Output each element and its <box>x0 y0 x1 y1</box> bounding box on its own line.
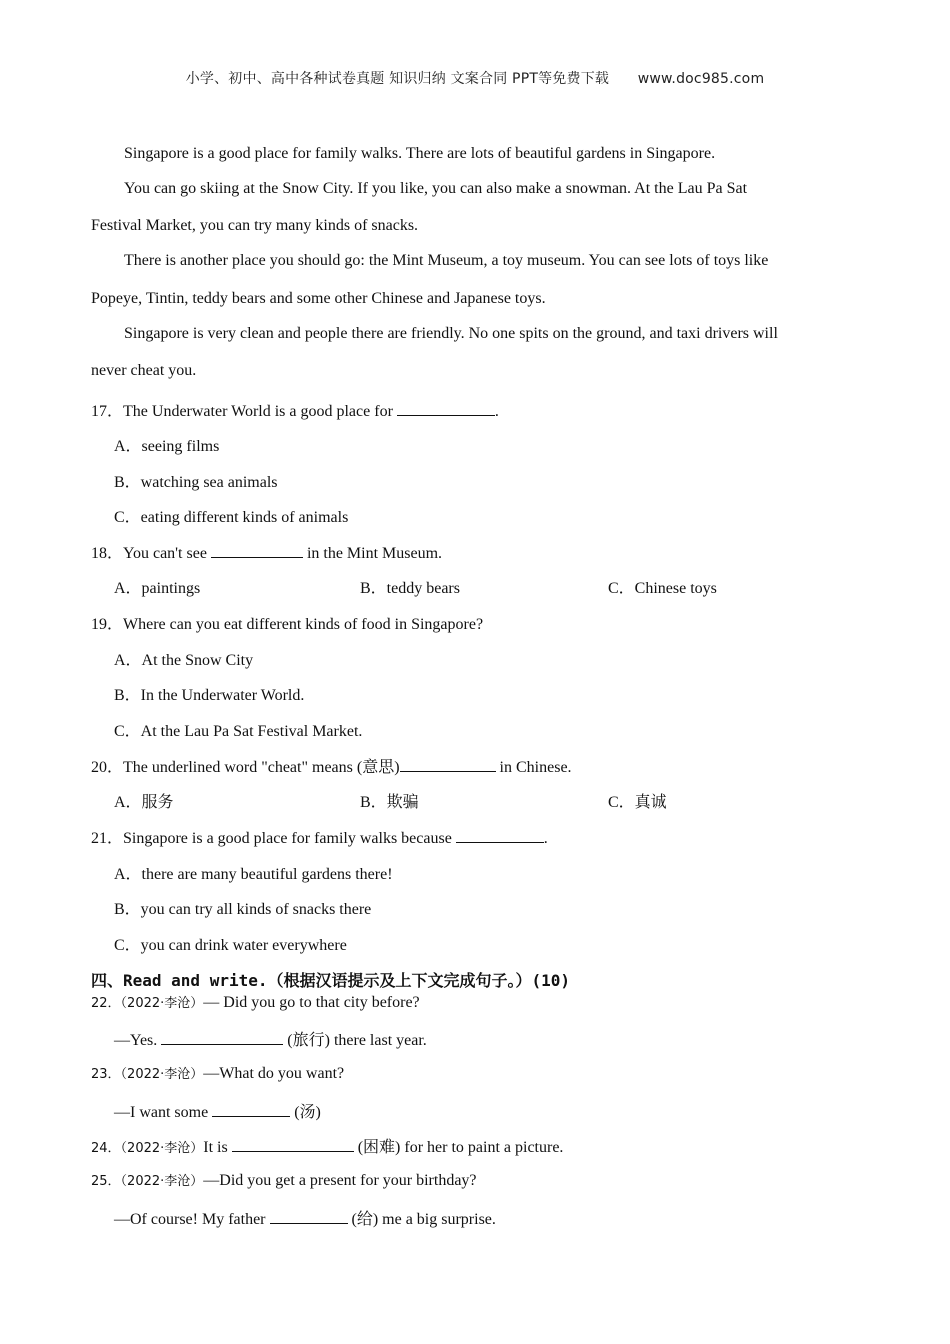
question-text: —Did you get a present for your birthday? <box>203 1172 477 1189</box>
passage-paragraph-1: Singapore is a good place for family walks. There are lots of beautiful gardens in Singapore. <box>124 145 716 162</box>
passage-paragraph-2-line-1: You can go skiing at the Snow City. If you like, you can also make a snowman. At the Lau Pa Sat <box>124 180 748 197</box>
question-text: —What do you want? <box>203 1065 345 1082</box>
passage-paragraph-2-line-2: Festival Market, you can try many kinds of snacks. <box>91 217 419 234</box>
question-text: The Underwater World is a good place for <box>123 403 397 420</box>
question-21 <box>91 825 548 848</box>
question-number: 24． <box>91 1141 121 1156</box>
question-text: Singapore is a good place for family walks because <box>123 830 456 847</box>
question-25-answer-line <box>114 1206 496 1229</box>
answer-prefix: —I want some <box>114 1104 213 1121</box>
answer-blank[interactable] <box>397 401 495 416</box>
question-text: It is <box>203 1139 232 1156</box>
question-number: 18． <box>91 545 124 562</box>
answer-blank[interactable] <box>211 543 303 558</box>
header-text: 小学、初中、高中各种试卷真题 知识归纳 文案合同 PPT等免费下载 <box>185 71 610 87</box>
answer-blank[interactable] <box>270 1209 348 1224</box>
question-text-end: in Chinese. <box>495 759 572 776</box>
question-17 <box>91 398 499 421</box>
question-text: — Did you go to that city before? <box>203 994 420 1011</box>
question-source: （2022·李沧） <box>120 996 204 1011</box>
question-24 <box>91 1134 563 1157</box>
question-18-option-c[interactable]: C．Chinese toys <box>608 580 717 597</box>
answer-blank[interactable] <box>456 828 544 843</box>
question-number: 20． <box>91 759 124 776</box>
answer-blank[interactable] <box>161 1030 283 1045</box>
question-18-option-b[interactable]: B．teddy bears <box>360 580 460 597</box>
question-17-option-c[interactable]: C．eating different kinds of animals <box>114 509 349 526</box>
answer-suffix: (旅行) there last year. <box>283 1032 427 1049</box>
question-20-option-b[interactable]: B．欺骗 <box>360 794 419 811</box>
question-21-option-b[interactable]: B．you can try all kinds of snacks there <box>114 901 372 918</box>
question-18 <box>91 540 442 563</box>
answer-blank[interactable] <box>232 1137 354 1152</box>
question-19-option-a[interactable]: A．At the Snow City <box>114 652 254 669</box>
header-site: www.doc985.com <box>637 71 765 87</box>
question-source: （2022·李沧） <box>120 1141 204 1156</box>
question-number: 19． <box>91 616 124 633</box>
question-source: （2022·李沧） <box>120 1067 204 1082</box>
question-number: 21． <box>91 830 124 847</box>
answer-suffix: (给) me a big surprise. <box>347 1211 496 1228</box>
question-text: You can't see <box>123 545 211 562</box>
passage-paragraph-4-line-1: Singapore is very clean and people there are friendly. No one spits on the ground, and taxi drivers will <box>124 325 778 342</box>
question-number: 23． <box>91 1067 121 1082</box>
question-20-option-a[interactable]: A．服务 <box>114 794 174 811</box>
question-21-option-a[interactable]: A．there are many beautiful gardens there! <box>114 866 393 883</box>
question-25 <box>91 1170 477 1190</box>
question-20 <box>91 754 572 777</box>
question-21-option-c[interactable]: C．you can drink water everywhere <box>114 937 347 954</box>
question-text-end: in the Mint Museum. <box>302 545 443 562</box>
question-text-end: . <box>494 403 499 420</box>
question-17-option-a[interactable]: A．seeing films <box>114 438 220 455</box>
question-19-option-b[interactable]: B．In the Underwater World. <box>114 687 305 704</box>
question-text: The underlined word "cheat" means (意思) <box>123 759 400 776</box>
passage-paragraph-3-line-2: Popeye, Tintin, teddy bears and some other Chinese and Japanese toys. <box>91 290 546 307</box>
section-title: 四、Read and write.（根据汉语提示及上下文完成句子。）(10) <box>91 971 571 990</box>
question-text-end: (困难) for her to paint a picture. <box>353 1139 564 1156</box>
question-19 <box>91 611 483 634</box>
answer-suffix: (汤) <box>290 1104 321 1121</box>
question-number: 25． <box>91 1174 121 1189</box>
answer-prefix: —Of course! My father <box>114 1211 270 1228</box>
question-20-option-c[interactable]: C．真诚 <box>608 794 667 811</box>
question-22-answer-line <box>114 1027 427 1050</box>
question-text-end: . <box>543 830 548 847</box>
passage-paragraph-4-line-2: never cheat you. <box>91 362 197 379</box>
question-23-answer-line <box>114 1099 321 1122</box>
question-number: 22． <box>91 996 121 1011</box>
question-number: 17． <box>91 403 124 420</box>
page-header <box>0 68 950 88</box>
question-text: Where can you eat different kinds of food in Singapore? <box>123 616 484 633</box>
question-source: （2022·李沧） <box>120 1174 204 1189</box>
answer-blank[interactable] <box>212 1102 290 1117</box>
passage-paragraph-3-line-1: There is another place you should go: the Mint Museum, a toy museum. You can see lots of toys like <box>124 252 769 269</box>
question-23 <box>91 1063 344 1083</box>
question-19-option-c[interactable]: C．At the Lau Pa Sat Festival Market. <box>114 723 363 740</box>
question-18-option-a[interactable]: A．paintings <box>114 580 201 597</box>
question-22 <box>91 992 420 1012</box>
answer-prefix: —Yes. <box>114 1032 162 1049</box>
question-17-option-b[interactable]: B．watching sea animals <box>114 474 278 491</box>
answer-blank[interactable] <box>400 757 496 772</box>
